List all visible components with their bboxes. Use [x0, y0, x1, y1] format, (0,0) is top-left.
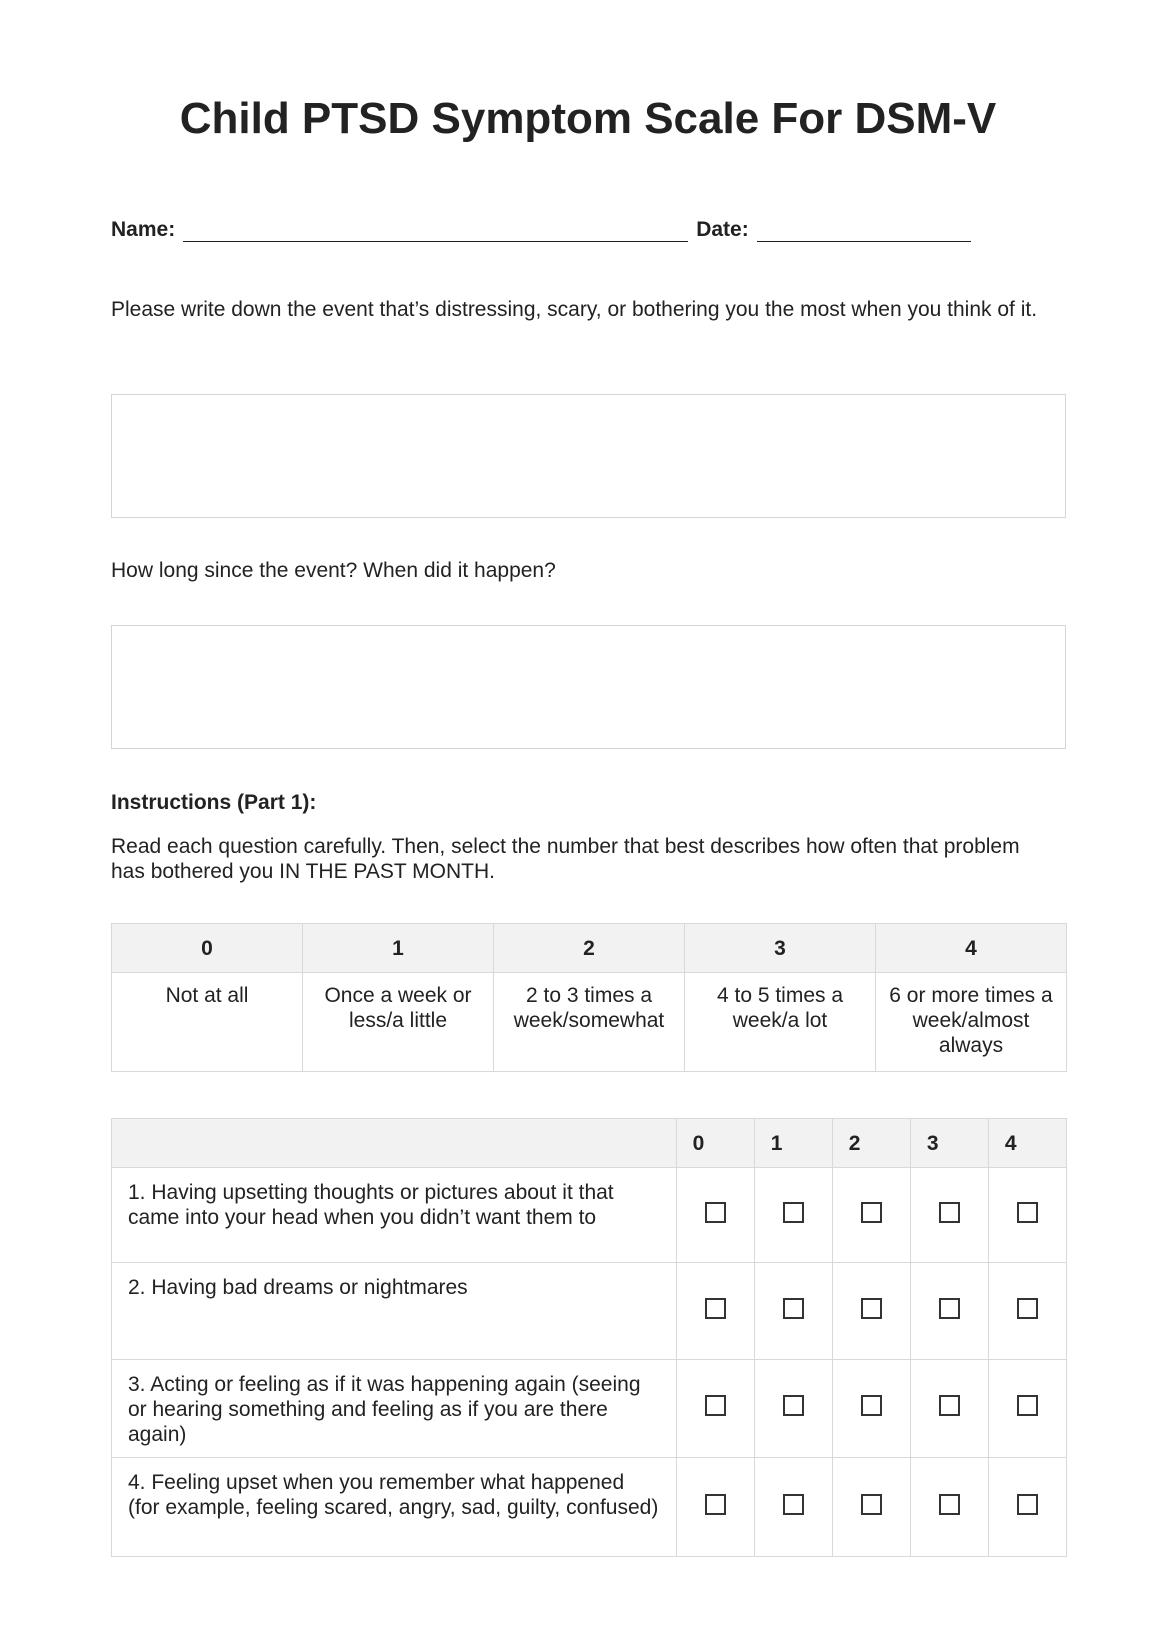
- scale-desc-3: 4 to 5 times a week/a lot: [685, 973, 876, 1072]
- items-header-blank: [112, 1119, 677, 1168]
- scale-desc-4: 6 or more times a week/almost always: [876, 973, 1067, 1072]
- item3-option-1-checkbox[interactable]: [783, 1395, 804, 1416]
- item1-option-3-checkbox[interactable]: [939, 1202, 960, 1223]
- item4-option-2-checkbox[interactable]: [861, 1494, 882, 1515]
- instructions-text: Read each question carefully. Then, select the number that best describes how often that problem has bothered you IN THE PAST MONTH.: [111, 835, 1020, 883]
- items-header-4: 4: [988, 1119, 1066, 1168]
- item1-option-0-checkbox[interactable]: [705, 1202, 726, 1223]
- scale-header-0: 0: [112, 924, 303, 973]
- item-question: 4. Feeling upset when you remember what happened (for example, feeling scared, angry, sad, guilty, confused): [112, 1458, 677, 1557]
- scale-desc-2: 2 to 3 times a week/somewhat: [494, 973, 685, 1072]
- item3-option-0-checkbox[interactable]: [705, 1395, 726, 1416]
- date-field[interactable]: [757, 219, 971, 242]
- item1-option-1-checkbox[interactable]: [783, 1202, 804, 1223]
- page-title: Child PTSD Symptom Scale For DSM-V: [179, 94, 997, 143]
- date-label: Date:: [696, 218, 749, 241]
- time-prompt: How long since the event? When did it happen?: [111, 559, 556, 582]
- items-header-3: 3: [910, 1119, 988, 1168]
- item3-option-2-checkbox[interactable]: [861, 1395, 882, 1416]
- event-answer-box[interactable]: [111, 394, 1066, 518]
- scale-desc-1: Once a week or less/a little: [303, 973, 494, 1072]
- item1-option-4-checkbox[interactable]: [1017, 1202, 1038, 1223]
- items-header-0: 0: [676, 1119, 754, 1168]
- item2-option-2-checkbox[interactable]: [861, 1298, 882, 1319]
- item4-option-3-checkbox[interactable]: [939, 1494, 960, 1515]
- scale-header-3: 3: [685, 924, 876, 973]
- scale-header-4: 4: [876, 924, 1067, 973]
- item-question: 2. Having bad dreams or nightmares: [112, 1263, 677, 1360]
- symptom-items-table: [111, 1118, 1067, 1557]
- item3-option-4-checkbox[interactable]: [1017, 1395, 1038, 1416]
- item3-option-3-checkbox[interactable]: [939, 1395, 960, 1416]
- item4-option-0-checkbox[interactable]: [705, 1494, 726, 1515]
- table-row: [112, 1168, 1067, 1263]
- item2-option-3-checkbox[interactable]: [939, 1298, 960, 1319]
- name-date-row: [111, 218, 971, 242]
- table-row: [112, 1360, 1067, 1458]
- scale-desc-0: Not at all: [112, 973, 303, 1072]
- item2-option-1-checkbox[interactable]: [783, 1298, 804, 1319]
- scale-header-1: 1: [303, 924, 494, 973]
- item1-option-2-checkbox[interactable]: [861, 1202, 882, 1223]
- items-header-2: 2: [832, 1119, 910, 1168]
- item-question: 3. Acting or feeling as if it was happening again (seeing or hearing something and feeling as if you are there again): [112, 1360, 677, 1458]
- table-row: [112, 1263, 1067, 1360]
- item2-option-4-checkbox[interactable]: [1017, 1298, 1038, 1319]
- event-prompt: Please write down the event that’s distressing, scary, or bothering you the most when you think of it.: [111, 298, 1038, 321]
- scale-header-2: 2: [494, 924, 685, 973]
- item-question: 1. Having upsetting thoughts or pictures about it that came into your head when you didn’t want them to: [112, 1168, 677, 1263]
- item4-option-1-checkbox[interactable]: [783, 1494, 804, 1515]
- item4-option-4-checkbox[interactable]: [1017, 1494, 1038, 1515]
- time-answer-box[interactable]: [111, 625, 1066, 749]
- name-field[interactable]: [183, 219, 688, 242]
- item2-option-0-checkbox[interactable]: [705, 1298, 726, 1319]
- table-row: [112, 1458, 1067, 1557]
- name-label: Name:: [111, 218, 176, 241]
- rating-scale-table: [111, 923, 1067, 1072]
- instructions-heading: Instructions (Part 1):: [111, 791, 317, 814]
- items-header-1: 1: [754, 1119, 832, 1168]
